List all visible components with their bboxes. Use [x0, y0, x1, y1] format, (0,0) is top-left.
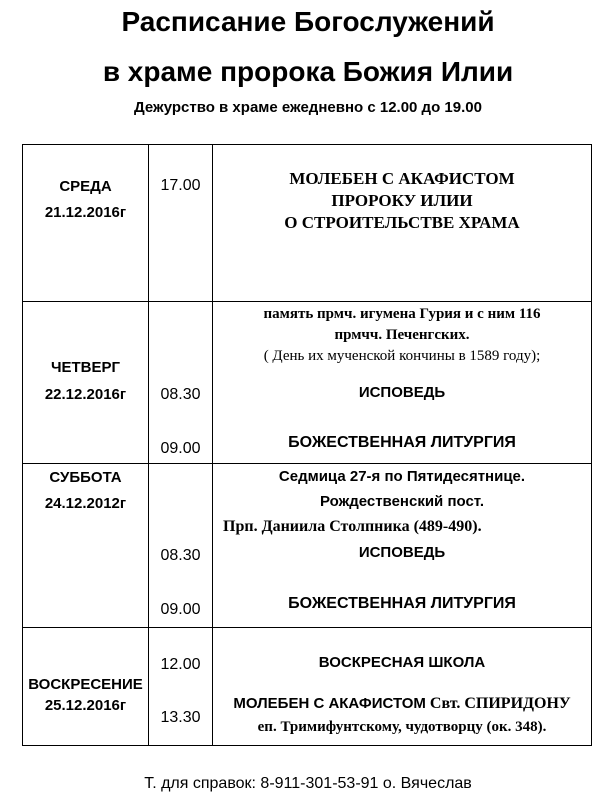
service-title: БОЖЕСТВЕННАЯ ЛИТУРГИЯ: [288, 595, 516, 612]
day-date: 24.12.2012г: [44, 495, 127, 512]
day-cell: [23, 302, 149, 464]
service-title: О СТРОИТЕЛЬСТВЕ ХРАМА: [284, 213, 520, 232]
day-name: ВОСКРЕСЕНИЕ: [28, 676, 143, 693]
week-info: Рождественский пост.: [319, 493, 485, 510]
day-cell: [23, 628, 149, 746]
table-row: [23, 302, 592, 464]
moleben-line: [213, 695, 591, 713]
table-row: [23, 145, 592, 302]
service-time: 13.30: [160, 709, 201, 726]
time-cell: [149, 628, 213, 746]
time-cell: [149, 464, 213, 628]
service-cell: [213, 302, 592, 464]
table-row: [23, 628, 592, 746]
commemoration: прмчч. Печенгских.: [334, 327, 470, 343]
moleben-suffix: Свт. СПИРИДОНУ: [429, 695, 571, 712]
service-time: 17.00: [160, 177, 201, 194]
day-date: 22.12.2016г: [44, 386, 127, 403]
commemoration: память прмч. игумена Гурия и с ним 116: [263, 306, 541, 322]
service-cell: [213, 464, 592, 628]
service-time: 08.30: [160, 547, 201, 564]
service-title: МОЛЕБЕН С АКАФИСТОМ: [289, 169, 515, 188]
moleben-line2: еп. Тримифунтскому, чудотворцу (ок. 348).: [257, 719, 547, 735]
service-time: 12.00: [160, 656, 201, 673]
service-title: БОЖЕСТВЕННАЯ ЛИТУРГИЯ: [288, 434, 516, 451]
service-title: ПРОРОКУ ИЛИИ: [331, 191, 473, 210]
day-cell: [23, 464, 149, 628]
time-cell: [149, 145, 213, 302]
week-info: Седмица 27-я по Пятидесятнице.: [278, 468, 526, 485]
page-subtitle: в храме пророка Божия Илии: [102, 56, 514, 87]
day-name: ЧЕТВЕРГ: [50, 359, 121, 376]
service-time: 08.30: [160, 386, 201, 403]
day-date: 25.12.2016г: [44, 697, 127, 714]
table-row: [23, 464, 592, 628]
service-cell: [213, 145, 592, 302]
service-cell: [213, 628, 592, 746]
day-cell: [23, 145, 149, 302]
day-name: СУББОТА: [49, 469, 122, 486]
saint-commemoration: Прп. Даниила Столпника (489-490).: [223, 518, 482, 535]
moleben-prefix: МОЛЕБЕН С АКАФИСТОМ: [233, 695, 426, 712]
service-title: ИСПОВЕДЬ: [358, 384, 446, 401]
day-date: 21.12.2016г: [44, 204, 127, 221]
page-title: Расписание Богослужений: [121, 6, 495, 37]
schedule-table: [22, 144, 592, 746]
contact-footer: Т. для справок: 8-911-301-53-91 о. Вячеслав: [144, 775, 472, 792]
service-time: 09.00: [160, 601, 201, 618]
duty-hours: Дежурство в храме ежедневно с 12.00 до 19.00: [134, 99, 482, 116]
note: ( День их мученской кончины в 1589 году);: [263, 348, 541, 364]
time-cell: [149, 302, 213, 464]
day-name: СРЕДА: [59, 178, 112, 195]
service-title: ВОСКРЕСНАЯ ШКОЛА: [318, 654, 486, 671]
service-title: ИСПОВЕДЬ: [358, 544, 446, 561]
service-time: 09.00: [160, 440, 201, 457]
